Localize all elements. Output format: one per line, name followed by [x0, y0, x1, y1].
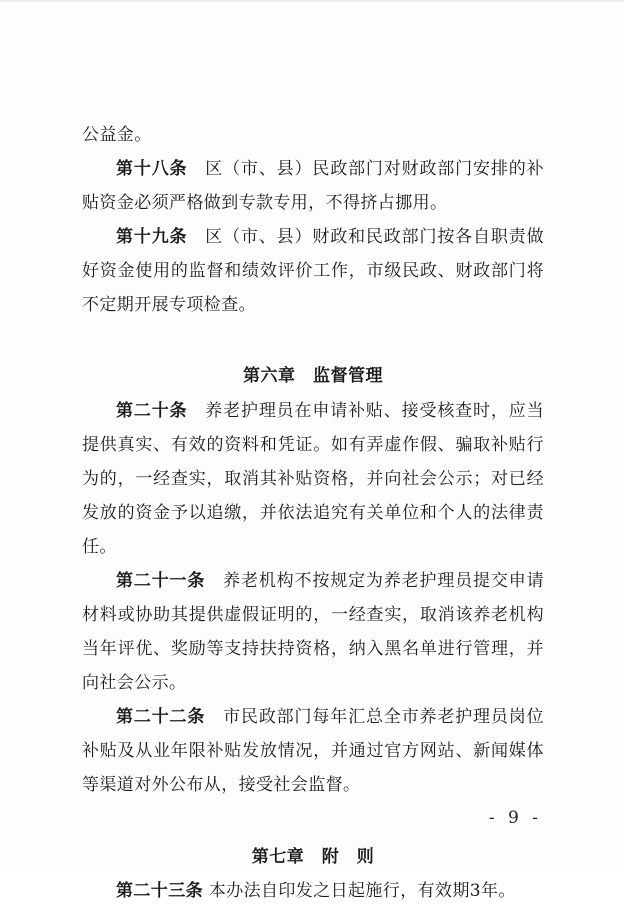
article-number: 第十九条: [116, 227, 188, 247]
article-20: [82, 394, 544, 564]
document-body: [82, 118, 544, 908]
article-text: 本办法自印发之日起施行，有效期3年。: [208, 881, 516, 901]
page-edge: [0, 0, 624, 3]
article-number: 第二十一条: [116, 571, 206, 591]
article-21: [82, 564, 544, 700]
chapter-title: 第七章 附 则: [251, 847, 375, 867]
article-number: 第二十二条: [116, 707, 206, 727]
article-text: 养老护理员在申请补贴、接受核查时，应当提供真实、有效的资料和凭证。如有弄虚作假、骗取补贴行为的，一经查实，取消其补贴资格，并向社会公示；对已经发放的资金予以追缴，并依法追究有关单位和个人的法律责任。: [82, 401, 544, 557]
article-number: 第二十三条: [116, 881, 203, 901]
article-text: 市民政部门每年汇总全市养老护理员岗位补贴及从业年限补贴发放情况，并通过官方网站、新闻媒体等渠道对外公布从，接受社会监督。: [82, 707, 545, 795]
continuation-text: 公益金。: [82, 125, 152, 145]
article-text: 区（市、县）民政部门对财政部门安排的补贴资金必须严格做到专款专用，不得挤占挪用。: [82, 159, 544, 213]
paragraph-continuation: [82, 118, 544, 152]
article-23: [82, 874, 544, 908]
article-18: [82, 152, 544, 220]
article-number: 第二十条: [116, 401, 188, 421]
chapter-title: 第六章 监督管理: [243, 366, 383, 386]
article-text: 养老机构不按规定为养老护理员提交申请材料或协助其提供虚假证明的，一经查实，取消该养老机构当年评优、奖励等支持扶持资格，纳入黑名单进行管理，并向社会公示。: [82, 571, 545, 693]
article-19: [82, 220, 544, 322]
article-text: 区（市、县）财政和民政部门按各自职责做好资金使用的监督和绩效评价工作，市级民政、财政部门将不定期开展专项检查。: [82, 227, 544, 315]
page-number: - 9 -: [488, 808, 542, 828]
article-number: 第十八条: [116, 159, 188, 179]
article-22: [82, 700, 544, 802]
